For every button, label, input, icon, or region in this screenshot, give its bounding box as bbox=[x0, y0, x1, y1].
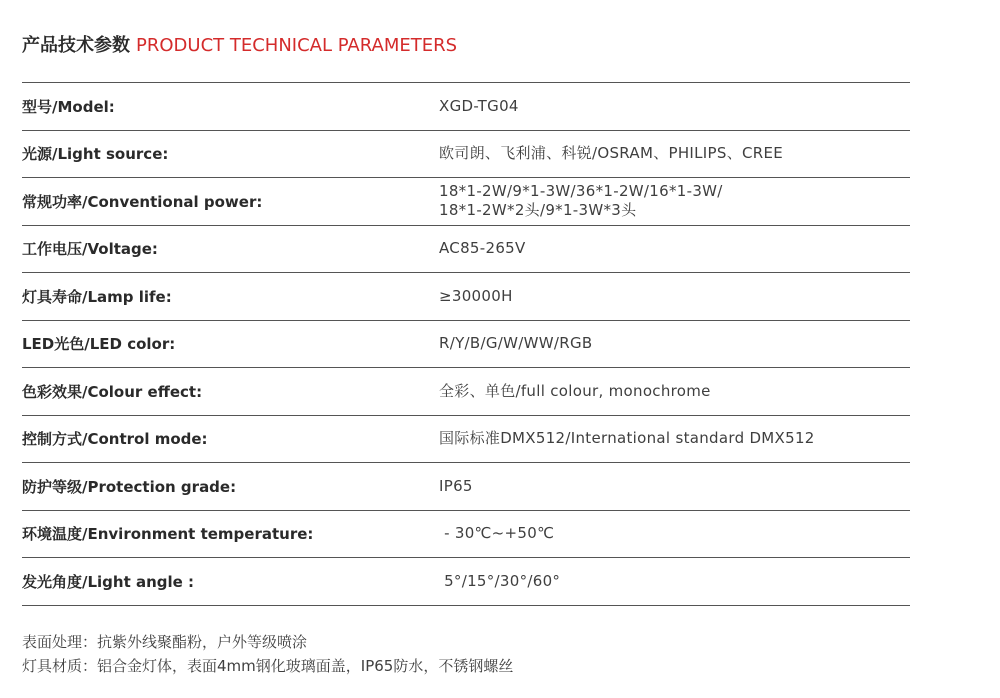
param-value bbox=[439, 524, 910, 543]
page-title-en: PRODUCT TECHNICAL PARAMETERS bbox=[136, 35, 458, 56]
param-label: 色彩效果/Colour effect: bbox=[22, 382, 203, 401]
param-value-line: R/Y/B/G/W/WW/RGB bbox=[439, 334, 593, 353]
param-row-lamp-life bbox=[22, 273, 910, 321]
param-value-line: ≥30000H bbox=[439, 286, 513, 305]
param-row-light-source bbox=[22, 131, 910, 179]
param-row-voltage bbox=[22, 226, 910, 274]
param-label: 环境温度/Environment temperature: bbox=[22, 525, 314, 544]
param-row-light-angle bbox=[22, 558, 910, 606]
page-title-cn: 产品技术参数 bbox=[22, 35, 130, 56]
param-value bbox=[439, 97, 910, 116]
param-label: LED光色/LED color: bbox=[22, 335, 176, 354]
param-value-line: 全彩、单色/full colour, monochrome bbox=[439, 381, 711, 400]
param-row-colour-effect bbox=[22, 368, 910, 416]
param-value bbox=[439, 429, 910, 448]
param-value-line: 18*1-2W/9*1-3W/36*1-2W/16*1-3W/ bbox=[439, 182, 723, 201]
param-label: 控制方式/Control mode: bbox=[22, 430, 208, 449]
product-notes bbox=[22, 630, 513, 678]
note-surface-treatment: 表面处理：抗紫外线聚酯粉，户外等级喷涂 bbox=[22, 633, 308, 651]
param-value bbox=[439, 182, 910, 220]
param-value-line: AC85-265V bbox=[439, 239, 526, 258]
param-row-protection-grade bbox=[22, 463, 910, 511]
param-value-line: 18*1-2W*2头/9*1-3W*3头 bbox=[439, 201, 637, 220]
param-value bbox=[439, 239, 910, 258]
param-value-line: 国际标准DMX512/International standard DMX512 bbox=[439, 429, 815, 448]
param-row-led-color bbox=[22, 321, 910, 369]
param-value-line: - 30℃~+50℃ bbox=[439, 524, 555, 543]
param-row-control-mode bbox=[22, 416, 910, 464]
param-value bbox=[439, 334, 910, 353]
parameters-table bbox=[22, 82, 910, 606]
param-row-model bbox=[22, 83, 910, 131]
param-value bbox=[439, 144, 910, 163]
param-value bbox=[439, 382, 910, 401]
page-title bbox=[22, 34, 457, 58]
param-value-line: XGD-TG04 bbox=[439, 96, 519, 115]
param-value-line: IP65 bbox=[439, 476, 473, 495]
note-lamp-material: 灯具材质：铝合金灯体，表面4mm钢化玻璃面盖，IP65防水，不锈钢螺丝 bbox=[22, 657, 514, 675]
param-label: 灯具寿命/Lamp life: bbox=[22, 287, 172, 306]
param-value bbox=[439, 477, 910, 496]
param-label: 发光角度/Light angle : bbox=[22, 572, 195, 591]
param-label: 光源/Light source: bbox=[22, 145, 169, 164]
param-value-line: 欧司朗、飞利浦、科锐/OSRAM、PHILIPS、CREE bbox=[439, 144, 784, 163]
param-value-line: 5°/15°/30°/60° bbox=[439, 571, 561, 590]
param-label: 防护等级/Protection grade: bbox=[22, 477, 237, 496]
param-value bbox=[439, 572, 910, 591]
param-label: 工作电压/Voltage: bbox=[22, 240, 158, 259]
param-row-environment-temperature bbox=[22, 511, 910, 559]
param-label: 常规功率/Conventional power: bbox=[22, 192, 263, 211]
param-value bbox=[439, 287, 910, 306]
param-label: 型号/Model: bbox=[22, 97, 115, 116]
param-row-conventional-power bbox=[22, 178, 910, 226]
